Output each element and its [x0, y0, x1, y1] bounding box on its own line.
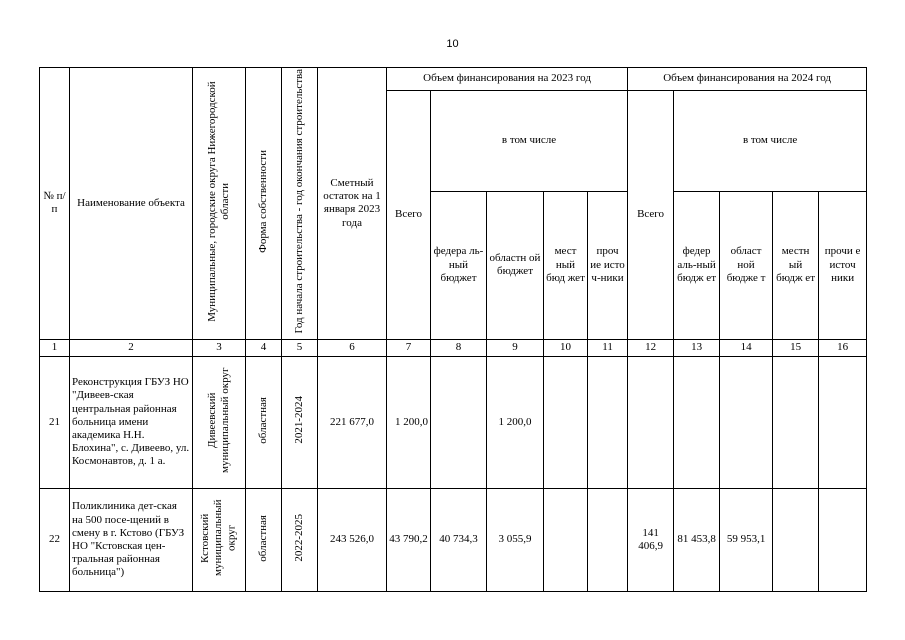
years: 2021-2024 [292, 396, 305, 445]
row-num: 21 [40, 356, 70, 488]
total-2024: 141 406,9 [628, 488, 674, 591]
local-2023 [544, 488, 588, 591]
header-federal-2024: федер аль-ный бюдж ет [674, 191, 720, 339]
column-number: 2 [70, 339, 193, 356]
header-federal-2023: федера ль-ный бюджет [431, 191, 487, 339]
column-number: 6 [318, 339, 387, 356]
ownership: областная [256, 514, 269, 562]
header-other-2024: прочи е источ ники [819, 191, 867, 339]
federal-2023 [431, 356, 487, 488]
municipality: Дивеевский муниципальный округ [205, 367, 231, 473]
other-2023 [588, 488, 628, 591]
header-other-2023: проч ие исто ч-ники [588, 191, 628, 339]
column-numbers-row [40, 339, 867, 356]
header-regional-2024: област ной бюдже т [720, 191, 773, 339]
local-2024 [773, 356, 819, 488]
header-total-2023: Всего [387, 91, 431, 340]
table-row [40, 356, 867, 488]
other-2024 [819, 488, 867, 591]
column-number: 5 [282, 339, 318, 356]
header-ownership: Форма собственности [256, 149, 269, 253]
other-2024 [819, 356, 867, 488]
object-name: Реконструкция ГБУЗ НО "Дивеев-ская центральная районная больница имени академика Н.Н. Блохина", с. Дивеево, ул. Космонавтов, д. 1 а. [70, 356, 193, 488]
other-2023 [588, 356, 628, 488]
column-number: 15 [773, 339, 819, 356]
column-number: 3 [193, 339, 246, 356]
financing-table [39, 67, 867, 592]
column-number: 16 [819, 339, 867, 356]
total-2024 [628, 356, 674, 488]
header-regional-2023: областн ой бюджет [487, 191, 544, 339]
local-2024 [773, 488, 819, 591]
federal-2024: 81 453,8 [674, 488, 720, 591]
federal-2023: 40 734,3 [431, 488, 487, 591]
total-2023: 43 790,2 [387, 488, 431, 591]
local-2023 [544, 356, 588, 488]
header-total-2024: Всего [628, 91, 674, 340]
balance: 243 526,0 [318, 488, 387, 591]
header-incl-2024: в том числе [674, 91, 867, 192]
ownership: областная [256, 396, 269, 444]
municipality: Кстовский муниципальный округ [199, 499, 238, 577]
object-name: Поликлиника дет-ская на 500 посе-щений в смену в г. Кстово (ГБУЗ НО "Кстовская цен-тральная районная больница") [70, 488, 193, 591]
column-number: 14 [720, 339, 773, 356]
regional-2024: 59 953,1 [720, 488, 773, 591]
column-number: 8 [431, 339, 487, 356]
header-name: Наименование объекта [70, 68, 193, 340]
row-num: 22 [40, 488, 70, 591]
column-number: 9 [487, 339, 544, 356]
column-number: 10 [544, 339, 588, 356]
header-municipality: Муниципальные, городские округа Нижегородской области [205, 81, 231, 322]
header-years: Год начала строительства - год окончания строительства [292, 69, 305, 334]
regional-2024 [720, 356, 773, 488]
header-fin-2024: Объем финансирования на 2024 год [628, 68, 867, 91]
total-2023: 1 200,0 [387, 356, 431, 488]
page-number: 10 [446, 38, 459, 50]
federal-2024 [674, 356, 720, 488]
header-num: № п/п [40, 68, 70, 340]
column-number: 7 [387, 339, 431, 356]
column-number: 12 [628, 339, 674, 356]
header-fin-2023: Объем финансирования на 2023 год [387, 68, 628, 91]
column-number: 4 [246, 339, 282, 356]
years: 2022-2025 [292, 514, 305, 562]
regional-2023: 1 200,0 [487, 356, 544, 488]
header-balance: Сметный остаток на 1 января 2023 года [318, 68, 387, 340]
column-number: 13 [674, 339, 720, 356]
balance: 221 677,0 [318, 356, 387, 488]
regional-2023: 3 055,9 [487, 488, 544, 591]
header-local-2023: мест ный бюд жет [544, 191, 588, 339]
header-local-2024: местн ый бюдж ет [773, 191, 819, 339]
table-row [40, 488, 867, 591]
header-incl-2023: в том числе [431, 91, 628, 192]
column-number: 11 [588, 339, 628, 356]
column-number: 1 [40, 339, 70, 356]
